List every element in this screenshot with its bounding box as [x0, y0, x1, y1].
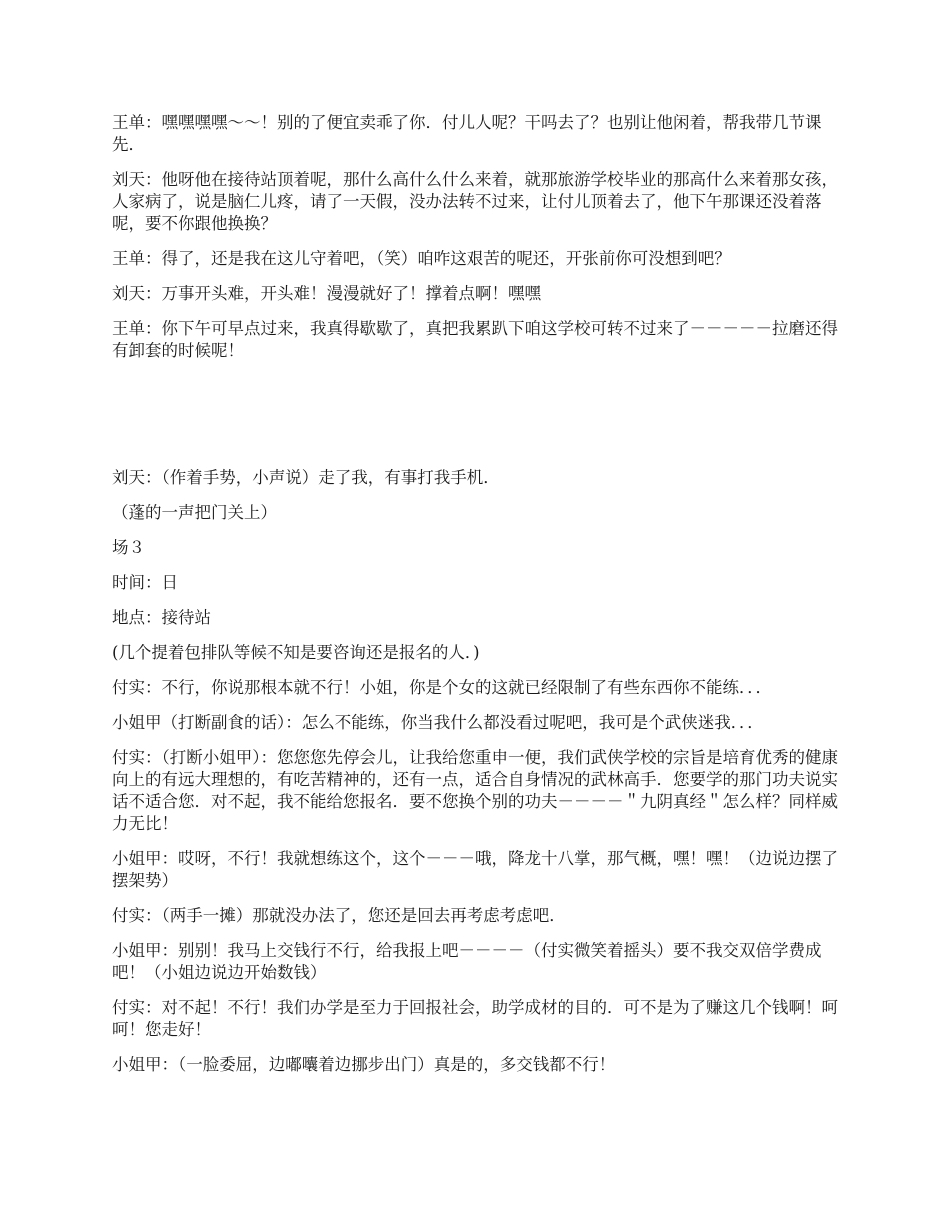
scene-time: 时间：日: [112, 573, 178, 592]
section-spacer: [112, 375, 840, 467]
dialogue-line: 付实：（打断小姐甲）：您您您先停会儿，让我给您重申一便，我们武侠学校的宗旨是培育优秀的健康向上的有远大理想的，有吃苦精神的，还有一点，适合自身情况的武林高手．您要学的那门功夫说实话不适合您．对不起，我不能给您报名．要不您换个别的功夫－－－－＂九阴真经＂怎么样？同样威力无比！: [112, 748, 838, 833]
document-page: [112, 112, 840, 1089]
dialogue-line: 王单：嘿嘿嘿嘿～～！别的了便宜卖乖了你．付儿人呢？干吗去了？也别让他闲着，帮我带几节课先．: [112, 113, 822, 154]
dialogue-line: 刘天：（作着手势，小声说）走了我，有事打我手机．: [112, 468, 500, 487]
dialogue-line: 小姐甲：别别！我马上交钱行不行，给我报上吧－－－－（付实微笑着摇头）要不我交双倍学费成吧！（小姐边说边开始数钱）: [112, 941, 822, 982]
dialogue-line: 刘天：万事开头难，开头难！漫漫就好了！撑着点啊！嘿嘿: [112, 284, 541, 303]
dialogue-line: 王单：得了，还是我在这儿守着吧，（笑）咱咋这艰苦的呢还，开张前你可没想到吧？: [112, 249, 731, 268]
dialogue-block-bottom: [112, 467, 840, 1076]
stage-direction: (几个提着包排队等候不知是要咨询还是报名的人．): [112, 643, 480, 662]
dialogue-line: 付实：对不起！不行！我们办学是至力于回报社会，助学成材的目的．可不是为了赚这几个钱啊！呵呵！您走好！: [112, 998, 838, 1039]
dialogue-line: 付实：不行，你说那根本就不行！小姐，你是个女的这就已经限制了有些东西你不能练．．．: [112, 678, 772, 697]
dialogue-line: 王单：你下午可早点过来，我真得歇歇了，真把我累趴下咱这学校可转不过来了－－－－－拉磨还得有卸套的时候呢！: [112, 319, 838, 360]
dialogue-line: 付实：（两手一摊）那就没办法了，您还是回去再考虑考虑吧．: [112, 906, 566, 925]
dialogue-block-top: [112, 112, 840, 362]
stage-direction: （蓬的一声把门关上）: [112, 503, 277, 522]
dialogue-line: 刘天：他呀他在接待站顶着呢，那什么高什么什么来着，就那旅游学校毕业的那高什么来着那女孩，人家病了，说是脑仁儿疼，请了一天假，没办法转不过来，让付儿顶着去了，他下午那课还没着落呢，要不你跟他换换？: [112, 170, 838, 233]
scene-heading: 场３: [112, 538, 145, 557]
scene-location: 地点：接待站: [112, 608, 211, 627]
dialogue-line: 小姐甲：（一脸委屈，边嘟囔着边挪步出门）真是的，多交钱都不行！: [112, 1055, 616, 1074]
dialogue-line: 小姐甲（打断副食的话）：怎么不能练，你当我什么都没看过呢吧，我可是个武侠迷我．．．: [112, 713, 764, 732]
dialogue-line: 小姐甲：哎呀，不行！我就想练这个，这个－－－哦，降龙十八掌，那气概，嘿！嘿！（边说边摆了摆架势）: [112, 849, 838, 890]
